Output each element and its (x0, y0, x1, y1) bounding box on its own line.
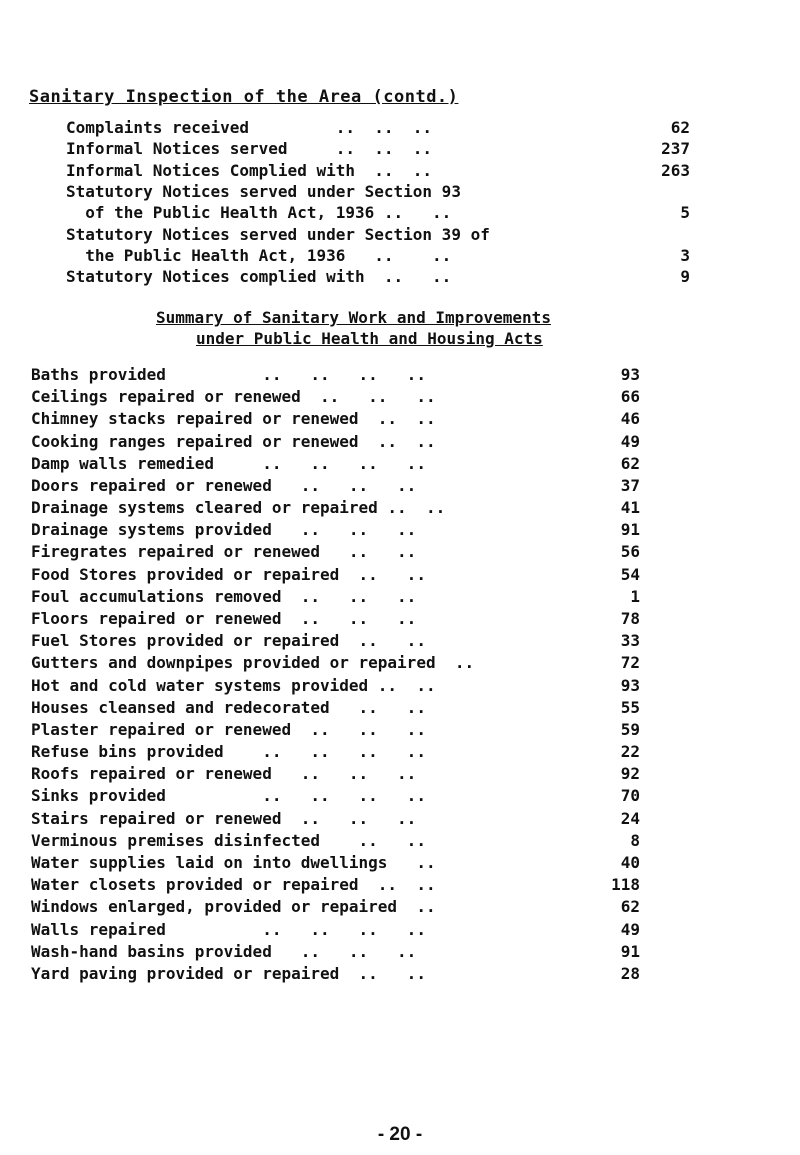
complaints-row: Informal Notices served .. .. .. (66, 139, 433, 159)
summary-item-row: Plaster repaired or renewed .. .. .. (31, 719, 426, 739)
complaints-row: the Public Health Act, 1936 .. .. (66, 245, 452, 265)
summary-item-value: 93 (620, 675, 640, 695)
summary-item-value: 55 (620, 697, 640, 717)
summary-item-value: 91 (620, 520, 640, 540)
summary-item-row: Water supplies laid on into dwellings .. (31, 852, 436, 872)
summary-title-line1: Summary of Sanitary Work and Improvements (156, 308, 551, 327)
summary-item-value: 41 (620, 498, 640, 518)
summary-item-value: 78 (620, 608, 640, 628)
complaints-value: 5 (680, 203, 690, 223)
summary-item-value: 72 (620, 653, 640, 673)
summary-item-value: 49 (620, 919, 640, 939)
summary-item-value: 59 (620, 719, 640, 739)
summary-item-row: Gutters and downpipes provided or repaired .. (31, 653, 475, 673)
complaints-row: Statutory Notices served under Section 39 of (66, 224, 490, 244)
complaints-row: of the Public Health Act, 1936 .. .. (66, 203, 452, 223)
complaints-value: 237 (661, 139, 690, 159)
summary-item-row: Fuel Stores provided or repaired .. .. (31, 631, 426, 651)
page-heading: Sanitary Inspection of the Area (contd.) (29, 87, 459, 107)
summary-item-value: 62 (620, 897, 640, 917)
summary-item-row: Verminous premises disinfected .. .. (31, 830, 426, 850)
complaints-row: Statutory Notices complied with .. .. (66, 267, 452, 287)
summary-item-row: Baths provided .. .. .. .. (31, 365, 426, 384)
complaints-value: 62 (670, 118, 690, 137)
summary-item-row: Damp walls remedied .. .. .. .. (31, 453, 426, 473)
summary-item-value: 1 (630, 586, 640, 606)
complaints-value: 9 (680, 267, 690, 287)
summary-item-value: 8 (630, 830, 640, 850)
summary-item-value: 56 (620, 542, 640, 562)
summary-item-value: 93 (620, 365, 640, 384)
summary-item-row: Foul accumulations removed .. .. .. (31, 586, 417, 606)
summary-item-row: Doors repaired or renewed .. .. .. (31, 475, 417, 495)
summary-item-row: Cooking ranges repaired or renewed .. .. (31, 431, 436, 451)
summary-item-row: Water closets provided or repaired .. .. (31, 875, 436, 895)
summary-item-row: Houses cleansed and redecorated .. .. (31, 697, 426, 717)
summary-item-value: 46 (620, 409, 640, 429)
summary-item-row: Walls repaired .. .. .. .. (31, 919, 426, 939)
summary-item-row: Hot and cold water systems provided .. .. (31, 675, 436, 695)
summary-item-row: Yard paving provided or repaired .. .. (31, 963, 426, 983)
summary-item-row: Firegrates repaired or renewed .. .. (31, 542, 417, 562)
summary-item-value: 33 (620, 631, 640, 651)
summary-item-row: Sinks provided .. .. .. .. (31, 786, 426, 806)
summary-item-value: 62 (620, 453, 640, 473)
summary-item-value: 24 (620, 808, 640, 828)
summary-title-line2: under Public Health and Housing Acts (196, 329, 543, 348)
summary-item-row: Chimney stacks repaired or renewed .. .. (31, 409, 436, 429)
summary-item-row: Drainage systems cleared or repaired .. .. (31, 498, 446, 518)
complaints-row: Informal Notices Complied with .. .. (66, 160, 433, 180)
summary-item-value: 70 (620, 786, 640, 806)
summary-item-value: 49 (620, 431, 640, 451)
complaints-value: 263 (661, 160, 690, 180)
summary-item-row: Food Stores provided or repaired .. .. (31, 564, 426, 584)
summary-item-value: 54 (620, 564, 640, 584)
summary-item-value: 66 (620, 387, 640, 407)
summary-item-row: Ceilings repaired or renewed .. .. .. (31, 387, 436, 407)
summary-item-row: Windows enlarged, provided or repaired .. (31, 897, 436, 917)
summary-item-value: 22 (620, 742, 640, 762)
summary-item-row: Floors repaired or renewed .. .. .. (31, 608, 417, 628)
summary-item-value: 40 (620, 852, 640, 872)
summary-item-row: Drainage systems provided .. .. .. (31, 520, 417, 540)
page-number: - 20 - (377, 1124, 423, 1145)
summary-item-value: 118 (611, 875, 640, 895)
summary-item-row: Refuse bins provided .. .. .. .. (31, 742, 426, 762)
summary-item-value: 91 (620, 941, 640, 961)
summary-item-value: 37 (620, 475, 640, 495)
summary-item-row: Stairs repaired or renewed .. .. .. (31, 808, 417, 828)
summary-item-row: Roofs repaired or renewed .. .. .. (31, 764, 417, 784)
complaints-row: Statutory Notices served under Section 93 (66, 181, 461, 201)
complaints-row: Complaints received .. .. .. (66, 118, 433, 137)
summary-item-value: 28 (620, 963, 640, 983)
complaints-value: 3 (680, 245, 690, 265)
summary-item-value: 92 (620, 764, 640, 784)
summary-item-row: Wash-hand basins provided .. .. .. (31, 941, 417, 961)
